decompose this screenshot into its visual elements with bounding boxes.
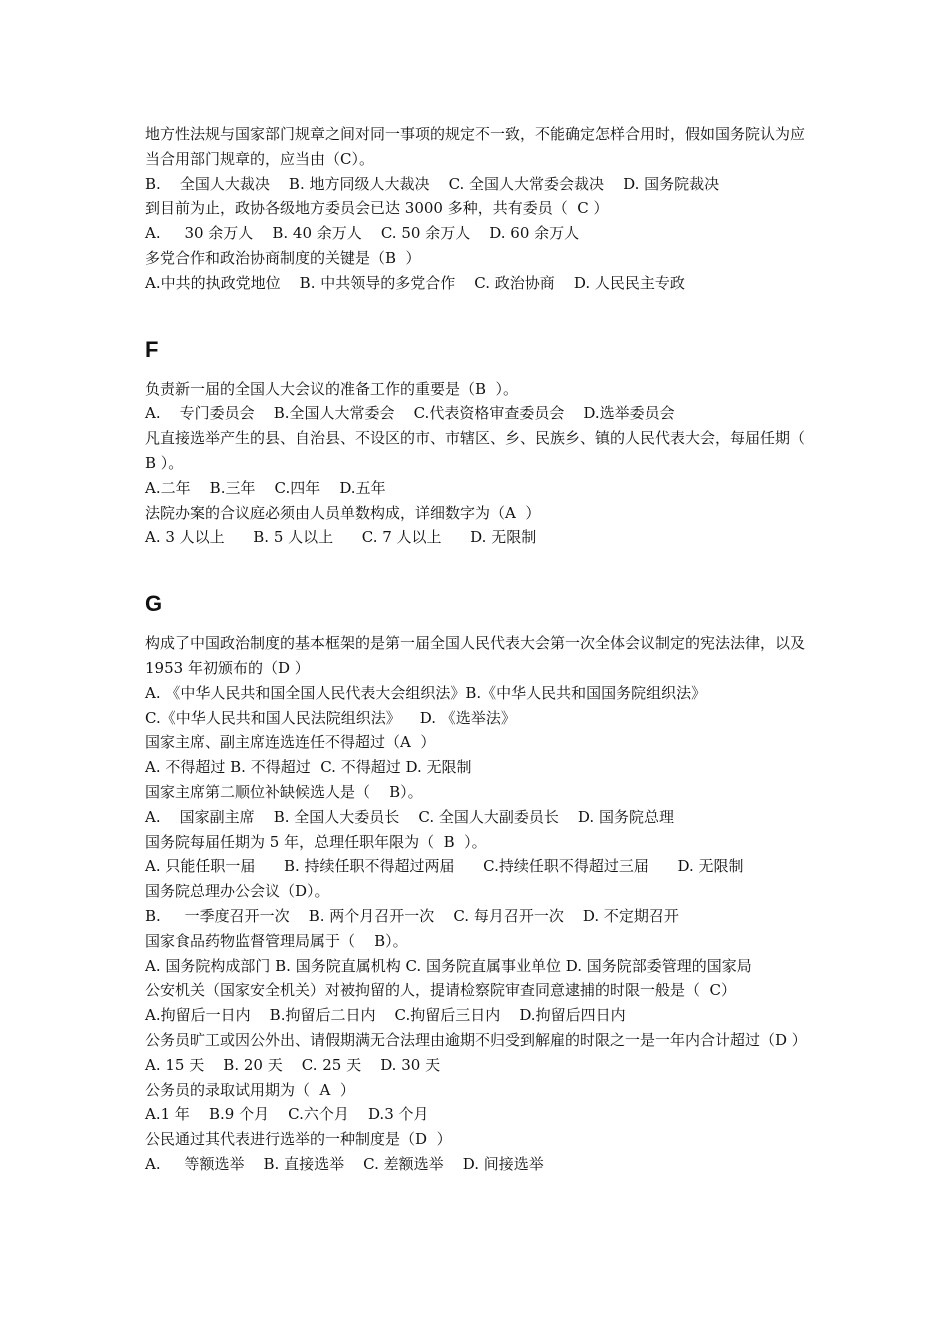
question-options: B. 一季度召开一次 B. 两个月召开一次 C. 每月召开一次 D. 不定期召开 xyxy=(145,906,679,925)
question-options: A.拘留后一日内 B.拘留后二日内 C.拘留后三日内 D.拘留后四日内 xyxy=(145,1006,626,1025)
question-options: A.1 年 B.9 个月 C.六个月 D.3 个月 xyxy=(145,1105,429,1124)
question-options: C.《中华人民共和国人民法院组织法》 D. 《选举法》 xyxy=(145,708,516,727)
question-options: A. 不得超过 B. 不得超过 C. 不得超过 D. 无限制 xyxy=(145,758,472,777)
question-options: A.中共的执政党地位 B. 中共领导的多党合作 C. 政治协商 D. 人民民主专政 xyxy=(145,273,685,292)
question-text: 国务院总理办公会议（D）。 xyxy=(145,882,330,901)
question-text: 公务员的录取试用期为（ A ） xyxy=(145,1080,355,1099)
question-text: 国家主席第二顺位补缺候选人是（ B）。 xyxy=(145,782,423,801)
question-text: 多党合作和政治协商制度的关键是（B ） xyxy=(145,248,421,267)
question-options: A. 国家副主席 B. 全国人大委员长 C. 全国人大副委员长 D. 国务院总理 xyxy=(145,807,674,826)
question-text: 负责新一届的全国人大会议的准备工作的重要是（B ）。 xyxy=(145,379,519,398)
question-options: A. 只能任职一届 B. 持续任职不得超过两届 C.持续任职不得超过三届 D. 无限制 xyxy=(145,857,744,876)
question-options: A. 3 人以上 B. 5 人以上 C. 7 人以上 D. 无限制 xyxy=(145,528,537,547)
question-text: 公民通过其代表进行选举的一种制度是（D ） xyxy=(145,1130,452,1149)
question-options: A. 专门委员会 B.全国人大常委会 C.代表资格审查委员会 D.选举委员会 xyxy=(145,404,675,423)
section-heading-f: F xyxy=(145,336,159,362)
question-options: A. 国务院构成部门 B. 国务院直属机构 C. 国务院直属事业单位 D. 国务院部委管理的国家局 xyxy=(145,956,752,975)
question-text: 地方性法规与国家部门规章之间对同一事项的规定不一致，不能确定怎样合用时，假如国务院认为应当合用部门规章的，应当由（C）。 xyxy=(145,125,806,168)
question-text: 到目前为止，政协各级地方委员会已达 3000 多种，共有委员（ C ） xyxy=(145,199,609,218)
question-options: A. 15 天 B. 20 天 C. 25 天 D. 30 天 xyxy=(145,1055,441,1074)
question-text: 构成了中国政治制度的基本框架的是第一届全国人民代表大会第一次全体会议制定的宪法法律，以及 1953 年初颁布的（D ） xyxy=(145,634,806,677)
question-text: 公安机关（国家安全机关）对被拘留的人，提请检察院审查同意逮捕的时限一般是（ C） xyxy=(145,981,737,1000)
question-text: 国家食品药物监督管理局属于（ B）。 xyxy=(145,931,408,950)
question-options: A. 30 余万人 B. 40 余万人 C. 50 余万人 D. 60 余万人 xyxy=(145,224,580,243)
question-text: 凡直接选举产生的县、自治县、不设区的市、市辖区、乡、民族乡、镇的人民代表大会，每届任期（ B ）。 xyxy=(145,429,806,472)
question-options: A.二年 B.三年 C.四年 D.五年 xyxy=(145,478,386,497)
question-text: 公务员旷工或因公外出、请假期满无合法理由逾期不归受到解雇的时限之一是一年内合计超过（D ） xyxy=(145,1030,807,1049)
question-options: A. 等额选举 B. 直接选举 C. 差额选举 D. 间接选举 xyxy=(145,1154,544,1173)
question-text: 国务院每届任期为 5 年，总理任职年限为（ B ）。 xyxy=(145,832,487,851)
document-page xyxy=(145,122,815,1177)
question-options: B. 全国人大裁决 B. 地方同级人大裁决 C. 全国人大常委会裁决 D. 国务院裁决 xyxy=(145,174,720,193)
question-text: 国家主席、副主席连选连任不得超过（A ） xyxy=(145,733,436,752)
section-heading-g: G xyxy=(145,591,163,617)
question-options: A. 《中华人民共和国全国人民代表大会组织法》B.《中华人民共和国国务院组织法》 xyxy=(145,683,707,702)
question-text: 法院办案的合议庭必须由人员单数构成，详细数字为（A ） xyxy=(145,503,541,522)
